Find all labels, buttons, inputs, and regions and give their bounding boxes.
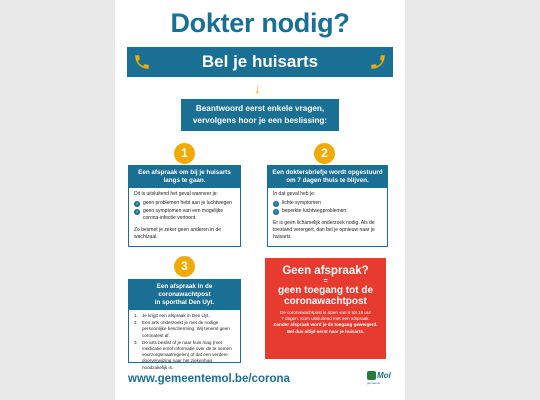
municipality-logo [367, 371, 395, 387]
step-footer: Er is geen lichamelijk onderzoek nodig. Als de toestand verergert, dan bel je opnieuw naar je huisarts. [273, 220, 375, 240]
step-heading-line: om 7 dagen thuis te blijven. [286, 177, 369, 184]
website-link[interactable]: www.gemeentemol.be/corona [128, 373, 290, 385]
step-card-1 [128, 165, 241, 247]
list-item: 2. Een arts onderzoekt je met de nodige persoonlijke bescherming. Wij tenemt geen coronatest af. [134, 320, 235, 339]
list-item: 1. Je krijgt een afspraak in Den Uyt. [134, 313, 210, 318]
warning-text [265, 307, 386, 335]
step-number: 3 [174, 256, 195, 277]
logo-mark-icon [367, 371, 376, 380]
step-heading-line: Een doktersbriefje wordt opgestuurd [272, 169, 383, 176]
list-item-text: De arts beslist of je naar huis mag (met medicatie en/of informatie over de te nemen voorzorgsmaatregelen) of dat een verdere doorverwijzing naar het ziekenhuis noodzakelijk is. [142, 339, 232, 370]
step-body [268, 188, 387, 246]
instruction-box [181, 99, 339, 131]
equals-sign: = [323, 278, 328, 285]
warning-subtitle-line: geen toegang tot de [278, 285, 373, 296]
step-card-2 [267, 165, 388, 247]
phone-icon [133, 53, 151, 71]
warning-text-line: De coronawachtpost is open van 8 tot 18 uur [279, 310, 372, 315]
logo-subtitle: gemeente [367, 381, 381, 385]
step-body [129, 310, 240, 375]
step-heading [129, 166, 240, 188]
instruction-line: vervolgens hoor je een beslissing: [192, 116, 328, 125]
list-item [273, 200, 382, 207]
list-item-text: geen symptomen van een mogelijke corona-infectie vertoont. [143, 208, 224, 221]
poster [115, 0, 405, 400]
step-intro: Dit is uitsluitend het geval wanneer je: [134, 191, 218, 197]
check-icon: ✓ [135, 208, 139, 214]
list-item [134, 208, 235, 222]
list-item-text: Je krijgt een afspraak in Den Uyt. [142, 313, 210, 318]
step-body [129, 188, 240, 246]
warning-text-line: 7 dagen. Kom uitsluitend met een afspraak. [281, 316, 370, 322]
list-item-text: beperkte luchtwegproblemen [282, 208, 347, 214]
check-icon: ✓ [274, 208, 278, 214]
step-number: 2 [314, 143, 335, 164]
check-icon: ✓ [135, 200, 139, 206]
warning-text-line: Zonder afspraak word je de toegang geweigerd. [273, 322, 378, 328]
warning-subtitle [265, 285, 386, 307]
list-item [273, 208, 382, 215]
step-heading-line: in sporthal Den Uyt. [154, 299, 215, 306]
step-heading-line: Een afspraak om bij je huisarts [138, 169, 231, 176]
step-heading-line: langs te gaan. [163, 177, 206, 184]
call-banner-label: Bel je huisarts [201, 52, 319, 71]
check-icon: ✓ [274, 200, 278, 206]
step-card-3 [128, 279, 241, 370]
step-footer: Zo besmet je zeker geen anderen in de wachtzaal. [134, 227, 221, 240]
list-item-text: lichte symptomen [282, 200, 321, 206]
phone-icon [369, 53, 387, 71]
warning-title: Geen afspraak? [282, 265, 369, 277]
down-arrow-icon: ↓ [254, 81, 261, 96]
warning-text-line: Bel dus altijd eerst naar je huisarts. [286, 328, 365, 334]
step-heading-line: Een afspraak in de coronawachtpost [156, 283, 213, 298]
list-item-text: Een arts onderzoekt je met de nodige persoonlijke bescherming. Wij tenemt geen coronatest af. [142, 320, 230, 338]
list-item [134, 200, 235, 207]
list-item-text: geen problemen hebt aan je luchtwegen [143, 200, 232, 206]
step-number: 1 [174, 143, 195, 164]
call-banner [127, 47, 393, 77]
poster-title: Dokter nodig? [170, 8, 350, 38]
step-heading [268, 166, 387, 188]
list-item: 3. De arts beslist of je naar huis mag (met medicatie en/of informatie over de te nemen voorzorgsmaatregelen) of dat een verdere doorverwijzing naar het ziekenhuis noodzakelijk is. [134, 340, 235, 371]
logo-name: Mol [377, 371, 391, 380]
step-intro: In dat geval heb je: [273, 191, 316, 197]
instruction-line: Beantwoord eerst enkele vragen, [195, 104, 325, 113]
step-heading [129, 280, 240, 310]
warning-box [265, 258, 386, 359]
warning-subtitle-line: coronawachtpost [284, 296, 367, 307]
